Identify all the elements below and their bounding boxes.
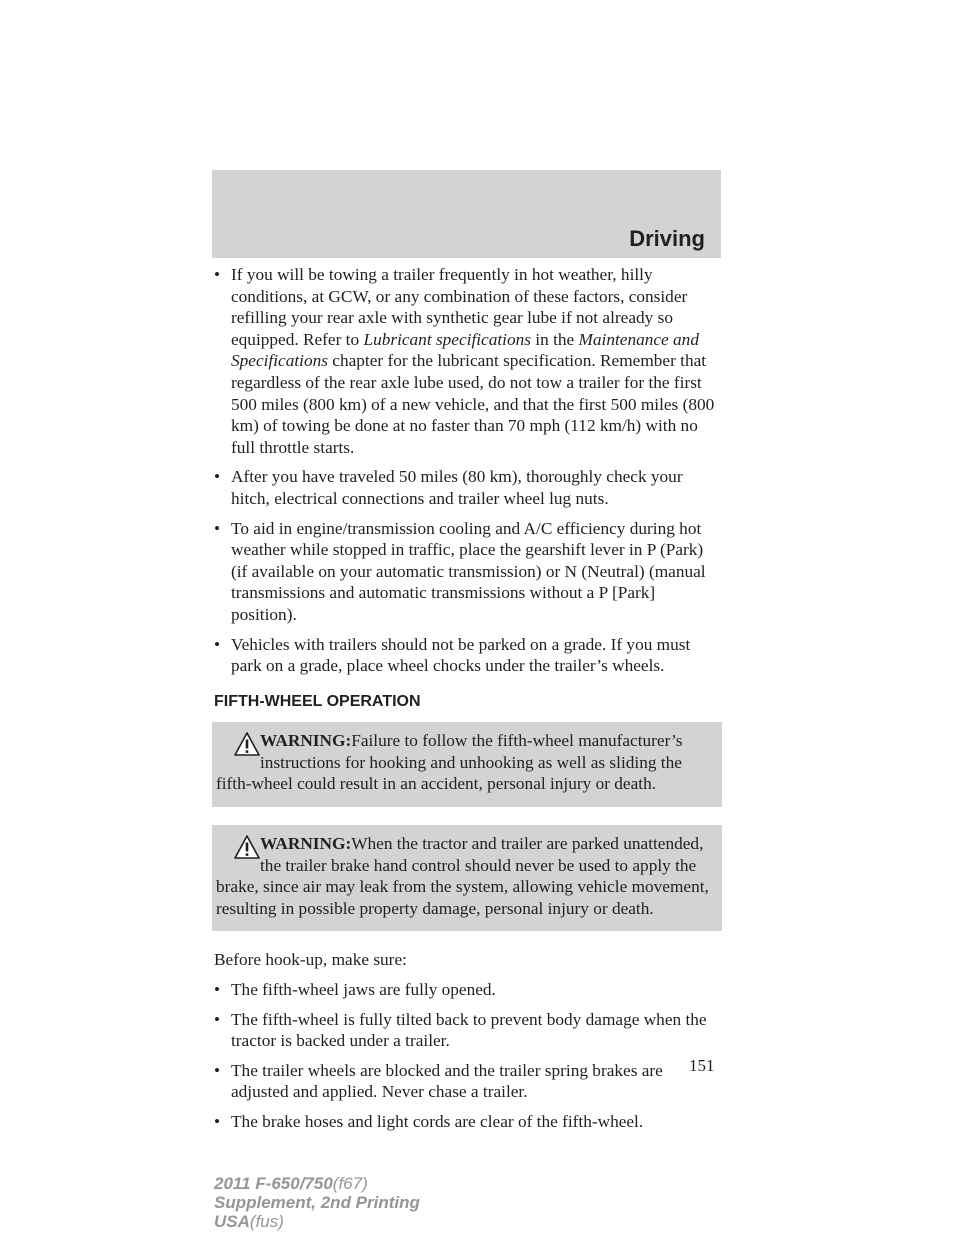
footer-market-code: (fus)	[249, 1212, 284, 1231]
warning-label: WARNING:	[260, 731, 352, 751]
warning-triangle-icon	[234, 835, 260, 859]
footer-market: USA	[214, 1212, 250, 1231]
warning-text-line: fifth-wheel could result in an accident, personal injury or death.	[216, 774, 657, 794]
document-footer	[214, 1174, 420, 1231]
item-text: If you will be towing a trailer frequently in hot weather, hilly conditions, at GCW, or any combination of these factors, consider refilling your rear axle with synthetic gear lube if not already so equipped. Refer to	[231, 265, 688, 349]
bullet-glyph: •	[214, 980, 221, 1000]
list-item	[214, 518, 722, 626]
warning-box	[212, 722, 722, 807]
warning-label: WARNING:	[260, 834, 352, 854]
italic-reference: Lubricant specifications	[363, 329, 531, 349]
warnings-container	[214, 722, 722, 931]
bullet-glyph: •	[214, 467, 221, 487]
bullet-glyph: •	[214, 265, 221, 284]
warning-text-line: instructions for hooking and unhooking as well as sliding the	[260, 752, 682, 772]
section-heading: FIFTH-WHEEL OPERATION	[214, 692, 421, 710]
footer-printing: Supplement, 2nd Printing	[214, 1193, 420, 1212]
page-content	[214, 264, 722, 1141]
bullet-glyph: •	[214, 1009, 221, 1029]
warning-text-line: the trailer brake hand control should never be used to apply the	[260, 855, 697, 875]
chapter-header	[212, 170, 721, 258]
item-text: in the	[530, 329, 579, 349]
list-item	[214, 1111, 722, 1133]
item-text: Vehicles with trailers should not be parked on a grade. If you must park on a grade, place wheel chocks under the trailer’s wheels.	[231, 634, 691, 676]
item-text: The fifth-wheel jaws are fully opened.	[231, 980, 496, 1000]
page-number: 151	[689, 1056, 715, 1075]
bullet-glyph: •	[214, 518, 221, 538]
footer-model-code: (f67)	[332, 1174, 368, 1193]
tow-tips-list	[214, 264, 722, 677]
list-item	[214, 264, 722, 458]
list-item	[214, 466, 722, 509]
item-text: chapter for the lubricant specification. Remember that regardless of the rear axle lube used, do not tow a trailer for the first 500 miles (800 km) of a new vehicle, and that the first 500 miles (800 km) of towing be done at no faster than 70 mph (112 km/h) with no full throttle starts.	[231, 351, 715, 457]
warning-text-line: brake, since air may leak from the system, allowing vehicle movement,	[216, 877, 709, 897]
warning-box	[212, 825, 722, 931]
warning-first-line	[216, 730, 716, 752]
bullet-glyph: •	[214, 1112, 221, 1131]
hookup-checklist	[214, 979, 722, 1133]
item-text: The fifth-wheel is fully tilted back to prevent body damage when the tractor is backed under a trailer.	[231, 1009, 707, 1051]
chapter-title: Driving	[629, 226, 705, 251]
item-text: The brake hoses and light cords are clear of the fifth-wheel.	[231, 1112, 644, 1131]
list-item	[214, 1009, 722, 1052]
list-item	[214, 634, 722, 677]
item-text: To aid in engine/transmission cooling and A/C efficiency during hot weather while stopped in traffic, place the gearshift lever in P (Park) (if available on your automatic transmission) or N (Neutral) (manual transmissions and automatic transmissions without a P [Park] position).	[231, 518, 706, 624]
bullet-glyph: •	[214, 1060, 221, 1080]
footer-model: 2011 F-650/750	[214, 1174, 333, 1193]
warning-text: Failure to follow the fifth-wheel manufacturer’s	[351, 731, 683, 751]
intro-text: Before hook-up, make sure:	[214, 950, 407, 970]
warning-text: When the tractor and trailer are parked unattended,	[351, 834, 704, 854]
bullet-glyph: •	[214, 634, 221, 654]
warning-first-line	[216, 833, 716, 855]
warning-text-line: resulting in possible property damage, personal injury or death.	[216, 898, 654, 918]
warning-triangle-icon	[234, 732, 260, 756]
list-item	[214, 979, 722, 1001]
list-item	[214, 1060, 722, 1103]
item-text: The trailer wheels are blocked and the trailer spring brakes are adjusted and applied. Never chase a trailer.	[231, 1060, 663, 1102]
item-text: After you have traveled 50 miles (80 km), thoroughly check your hitch, electrical connections and trailer wheel lug nuts.	[231, 467, 683, 508]
italic-reference: Maintenance and Specifications	[231, 329, 699, 371]
